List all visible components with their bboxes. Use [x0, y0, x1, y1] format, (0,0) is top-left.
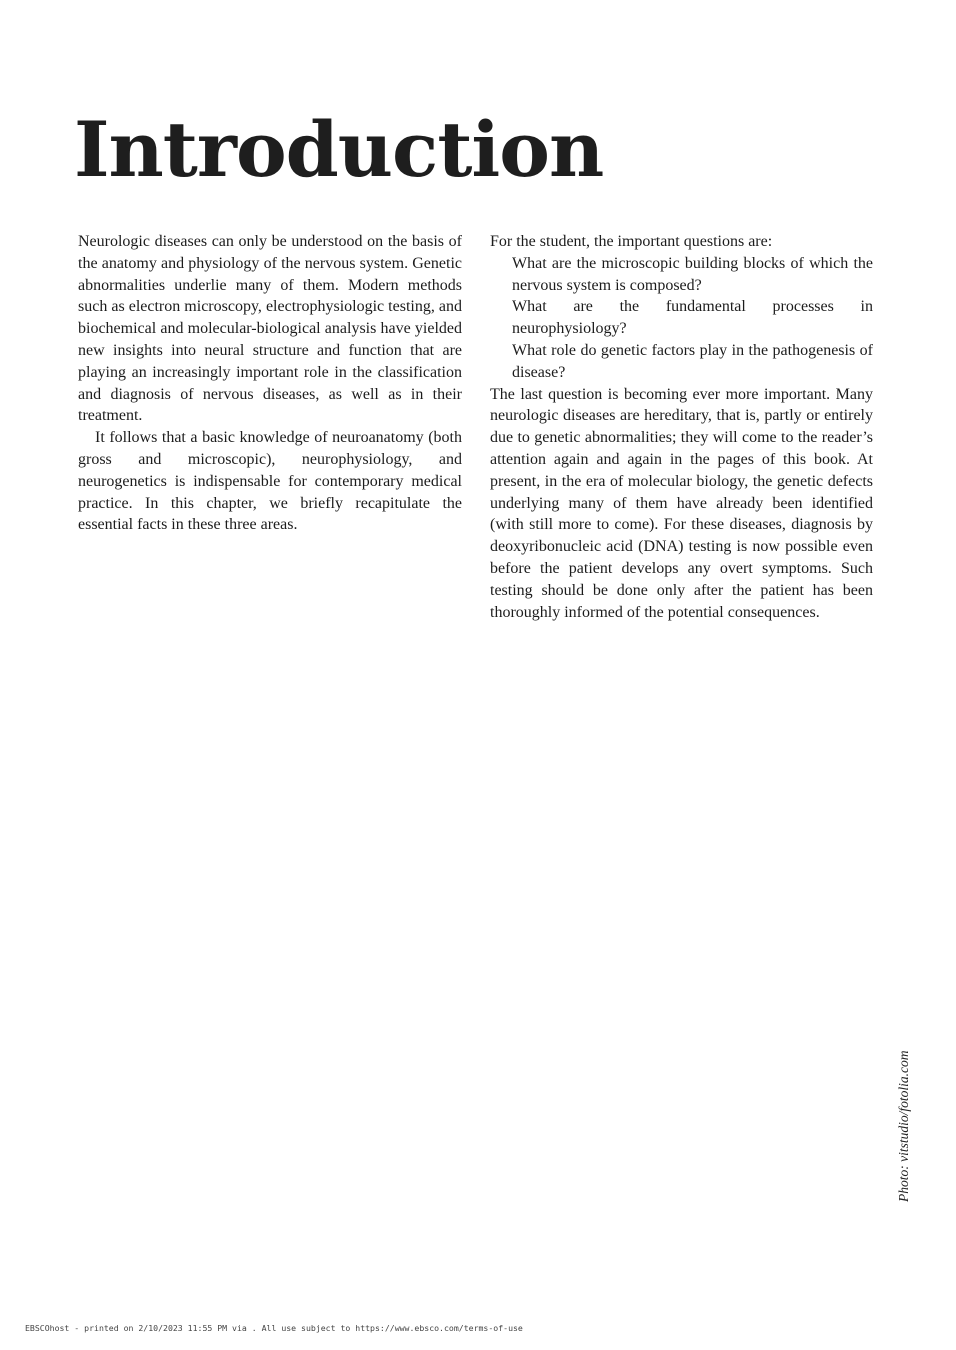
question-item: What role do genetic factors play in the pathogenesis of disease? [512, 341, 873, 381]
questions-intro: For the student, the important questions are: [490, 233, 773, 250]
page-title: Introduction [74, 105, 604, 194]
paragraph: Neurologic diseases can only be understood on the basis of the anatomy and physiology of the nervous system. Genetic abnormalities underlie many of them. Modern methods such as electron microscopy, electrophysiologic testing, and biochemical and molecular-biological analysis have yielded new insights into neural structure and function that are playing an increasingly important role in the classification and diagnosis of nervous diseases, as well as in their treatment. [78, 233, 462, 425]
right-column [490, 231, 873, 623]
print-footer: EBSCOhost - printed on 2/10/2023 11:55 PM via . All use subject to https://www.ebsco.com/terms-of-use [25, 1323, 523, 1333]
paragraph: The last question is becoming ever more important. Many neurologic diseases are hereditary, that is, partly or entirely due to genetic abnormalities; they will come to the reader’s attention again and again in the pages of this book. At present, in the era of molecular biology, the genetic defects underlying many of them have already been identified (with still more to come). For these diseases, diagnosis by deoxyribonucleic acid (DNA) testing is now possible even before the patient develops any overt symptoms. Such testing should be done only after the patient has been thoroughly informed of the potential consequences. [490, 385, 873, 621]
photo-credit-text: Photo: vitstudio/fotolia.com [896, 1050, 911, 1202]
question-item: What are the fundamental processes in neurophysiology? [512, 298, 873, 338]
paragraph: It follows that a basic knowledge of neuroanatomy (both gross and microscopic), neurophysiology, and neurogenetics is indispensable for contemporary medical practice. In this chapter, we briefly recapitulate the essential facts in these three areas. [78, 429, 462, 534]
question-item: What are the microscopic building blocks of which the nervous system is composed? [512, 254, 873, 294]
photo-credit [896, 1030, 916, 1202]
left-column [78, 231, 462, 536]
